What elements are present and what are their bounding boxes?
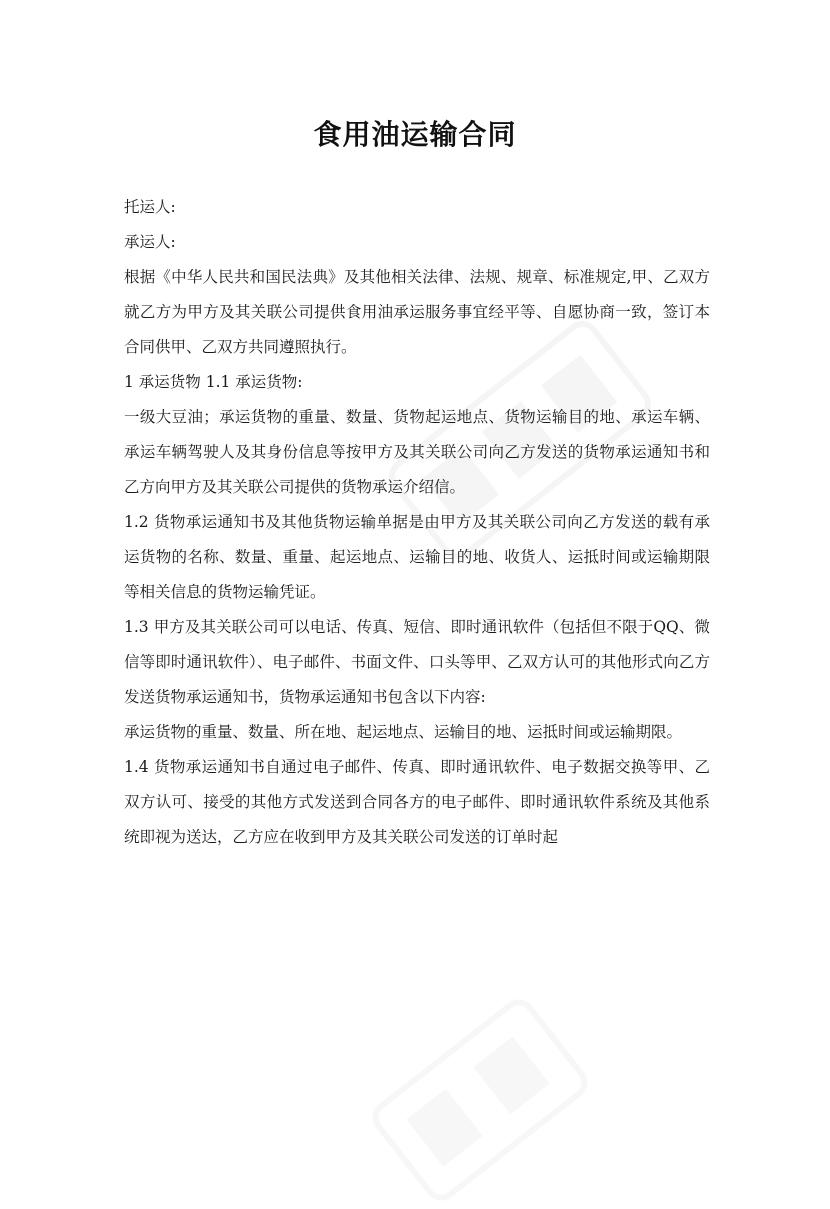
paragraph-1-3-contents: 承运货物的重量、数量、所在地、起运地点、运输目的地、运抵时间或运输期限。 bbox=[124, 723, 683, 741]
paragraph-1-2: 1.2 货物承运通知书及其他货物运输单据是由甲方及其关联公司向乙方发送的载有承运货物的名称、数量、重量、起运地点、运输目的地、收货人、运抵时间或运输期限等相关信息的货物运输凭证。 bbox=[124, 513, 710, 601]
paragraph-shipper: 托运人: bbox=[124, 198, 176, 216]
document-title: 食用油运输合同 bbox=[313, 118, 517, 151]
paragraph-1-3: 1.3 甲方及其关联公司可以电话、传真、短信、即时通讯软件（包括但不限于QQ、微信等即时通讯软件）、电子邮件、书面文件、口头等甲、乙双方认可的其他形式向乙方发送货物承运通知书，货物承运通知书包含以下内容: bbox=[124, 618, 710, 706]
paragraph-section-1-heading: 1 承运货物 1.1 承运货物: bbox=[124, 373, 303, 391]
document-body bbox=[124, 190, 710, 855]
paragraph-1-4: 1.4 货物承运通知书自通过电子邮件、传真、即时通讯软件、电子数据交换等甲、乙双方认可、接受的其他方式发送到合同各方的电子邮件、即时通讯软件系统及其他系统即视为送达，乙方应在收到甲方及其关联公司发送的订单时起 bbox=[124, 758, 710, 846]
paragraph-1-1-body: 一级大豆油；承运货物的重量、数量、货物起运地点、货物运输目的地、承运车辆、承运车辆驾驶人及其身份信息等按甲方及其关联公司向乙方发送的货物承运通知书和乙方向甲方及其关联公司提供的货物承运介绍信。 bbox=[124, 408, 710, 496]
paragraph-preamble: 根据《中华人民共和国民法典》及其他相关法律、法规、规章、标准规定,甲、乙双方就乙方为甲方及其关联公司提供食用油承运服务事宜经平等、自愿协商一致，签订本合同供甲、乙双方共同遵照执行。 bbox=[124, 268, 710, 356]
paragraph-carrier: 承运人: bbox=[124, 233, 176, 251]
watermark-stamp-icon-bottom bbox=[364, 991, 595, 1209]
